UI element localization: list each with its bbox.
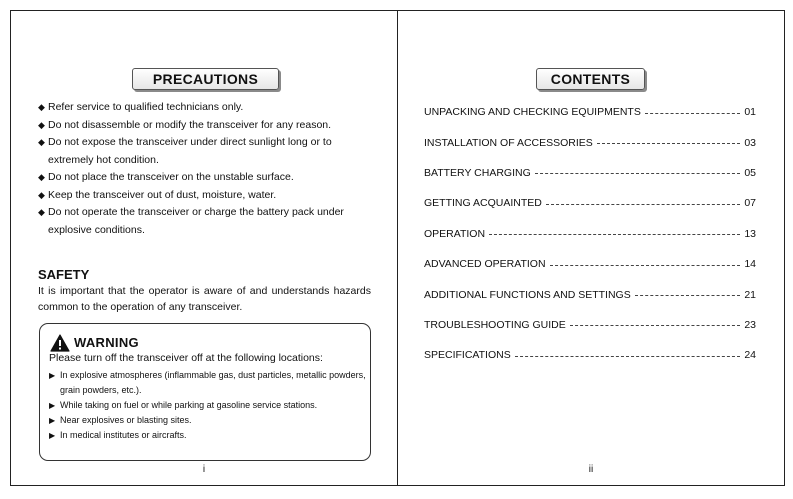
- arrow-bullet-icon: ▶: [49, 431, 56, 440]
- warning-title: WARNING: [74, 335, 139, 350]
- warning-item: [49, 398, 367, 413]
- table-of-contents: [424, 97, 756, 371]
- warning-item: [49, 428, 367, 443]
- warning-list: [49, 368, 367, 443]
- toc-entry[interactable]: [424, 279, 756, 309]
- precautions-heading: PRECAUTIONS: [132, 68, 279, 90]
- precaution-text: Do not place the transceiver on the unstable surface.: [48, 171, 294, 183]
- toc-entry-page: 07: [744, 197, 756, 210]
- toc-leader: [546, 204, 740, 205]
- toc-entry-title: INSTALLATION OF ACCESSORIES: [424, 136, 593, 149]
- toc-entry-page: 24: [744, 349, 756, 362]
- safety-title: SAFETY: [38, 267, 90, 282]
- warning-item: [49, 368, 367, 398]
- precaution-item: [38, 169, 378, 187]
- precaution-text: Refer service to qualified technicians only.: [48, 101, 244, 113]
- toc-entry[interactable]: [424, 310, 756, 340]
- toc-entry-page: 23: [744, 318, 756, 331]
- toc-entry-page: 01: [744, 106, 756, 119]
- toc-leader: [550, 265, 741, 266]
- toc-entry[interactable]: [424, 127, 756, 157]
- warning-intro: Please turn off the transceiver off at the following locations:: [49, 352, 323, 364]
- toc-leader: [635, 295, 741, 296]
- page-number: ii: [588, 464, 594, 475]
- toc-entry-page: 21: [744, 288, 756, 301]
- toc-entry[interactable]: [424, 249, 756, 279]
- toc-leader: [489, 234, 740, 235]
- safety-text: It is important that the operator is aware of and understands hazards common to the operation of any transceiver.: [38, 285, 371, 313]
- toc-leader: [570, 325, 741, 326]
- toc-entry[interactable]: [424, 188, 756, 218]
- arrow-bullet-icon: ▶: [49, 416, 56, 425]
- toc-entry-title: OPERATION: [424, 227, 486, 240]
- toc-leader: [597, 143, 740, 144]
- precaution-item: [38, 99, 378, 117]
- toc-entry-title: ADDITIONAL FUNCTIONS AND SETTINGS: [424, 288, 631, 301]
- diamond-bullet-icon: ◆: [38, 172, 45, 182]
- toc-entry-title: ADVANCED OPERATION: [424, 258, 546, 271]
- toc-entry-title: UNPACKING AND CHECKING EQUIPMENTS: [424, 106, 641, 119]
- precaution-text: Do not operate the transceiver or charge the battery pack under explosive conditions.: [48, 206, 344, 236]
- precaution-item: [38, 134, 378, 169]
- toc-entry[interactable]: [424, 340, 756, 370]
- contents-heading: CONTENTS: [536, 68, 645, 90]
- page-number: i: [202, 464, 206, 475]
- arrow-bullet-icon: ▶: [49, 371, 56, 380]
- toc-leader: [515, 356, 741, 357]
- toc-entry-page: 13: [744, 227, 756, 240]
- diamond-bullet-icon: ◆: [38, 137, 45, 147]
- toc-entry[interactable]: [424, 219, 756, 249]
- toc-entry[interactable]: [424, 158, 756, 188]
- toc-entry-title: SPECIFICATIONS: [424, 349, 511, 362]
- warning-triangle-icon: [50, 334, 70, 352]
- warning-item-text: While taking on fuel or while parking at gasoline service stations.: [60, 400, 318, 410]
- left-page: [10, 10, 398, 486]
- precaution-text: Do not expose the transceiver under direct sunlight long or to extremely hot condition.: [48, 136, 332, 166]
- precaution-item: [38, 204, 378, 239]
- toc-leader: [535, 173, 741, 174]
- precaution-item: [38, 187, 378, 205]
- warning-item-text: In medical institutes or aircrafts.: [60, 430, 187, 440]
- precautions-list: [38, 99, 378, 239]
- warning-item: [49, 413, 367, 428]
- warning-item-text: Near explosives or blasting sites.: [60, 415, 192, 425]
- toc-entry-page: 14: [744, 258, 756, 271]
- toc-entry-title: TROUBLESHOOTING GUIDE: [424, 318, 566, 331]
- warning-item-text: In explosive atmospheres (inflammable gas, dust particles, metallic powders, grain powders, etc.).: [60, 370, 366, 395]
- precaution-text: Keep the transceiver out of dust, moisture, water.: [48, 188, 277, 201]
- right-page: [397, 10, 785, 486]
- toc-entry-title: GETTING ACQUAINTED: [424, 197, 542, 210]
- toc-entry-page: 05: [744, 166, 756, 179]
- toc-entry-title: BATTERY CHARGING: [424, 166, 531, 179]
- warning-box: [39, 323, 371, 461]
- arrow-bullet-icon: ▶: [49, 401, 56, 410]
- toc-entry-page: 03: [744, 136, 756, 149]
- diamond-bullet-icon: ◆: [38, 102, 45, 112]
- diamond-bullet-icon: ◆: [38, 207, 45, 217]
- diamond-bullet-icon: ◆: [38, 189, 45, 200]
- toc-entry[interactable]: [424, 97, 756, 127]
- toc-leader: [645, 113, 740, 114]
- precaution-text: Do not disassemble or modify the transceiver for any reason.: [48, 118, 332, 131]
- precaution-item: [38, 117, 378, 135]
- diamond-bullet-icon: ◆: [38, 119, 45, 130]
